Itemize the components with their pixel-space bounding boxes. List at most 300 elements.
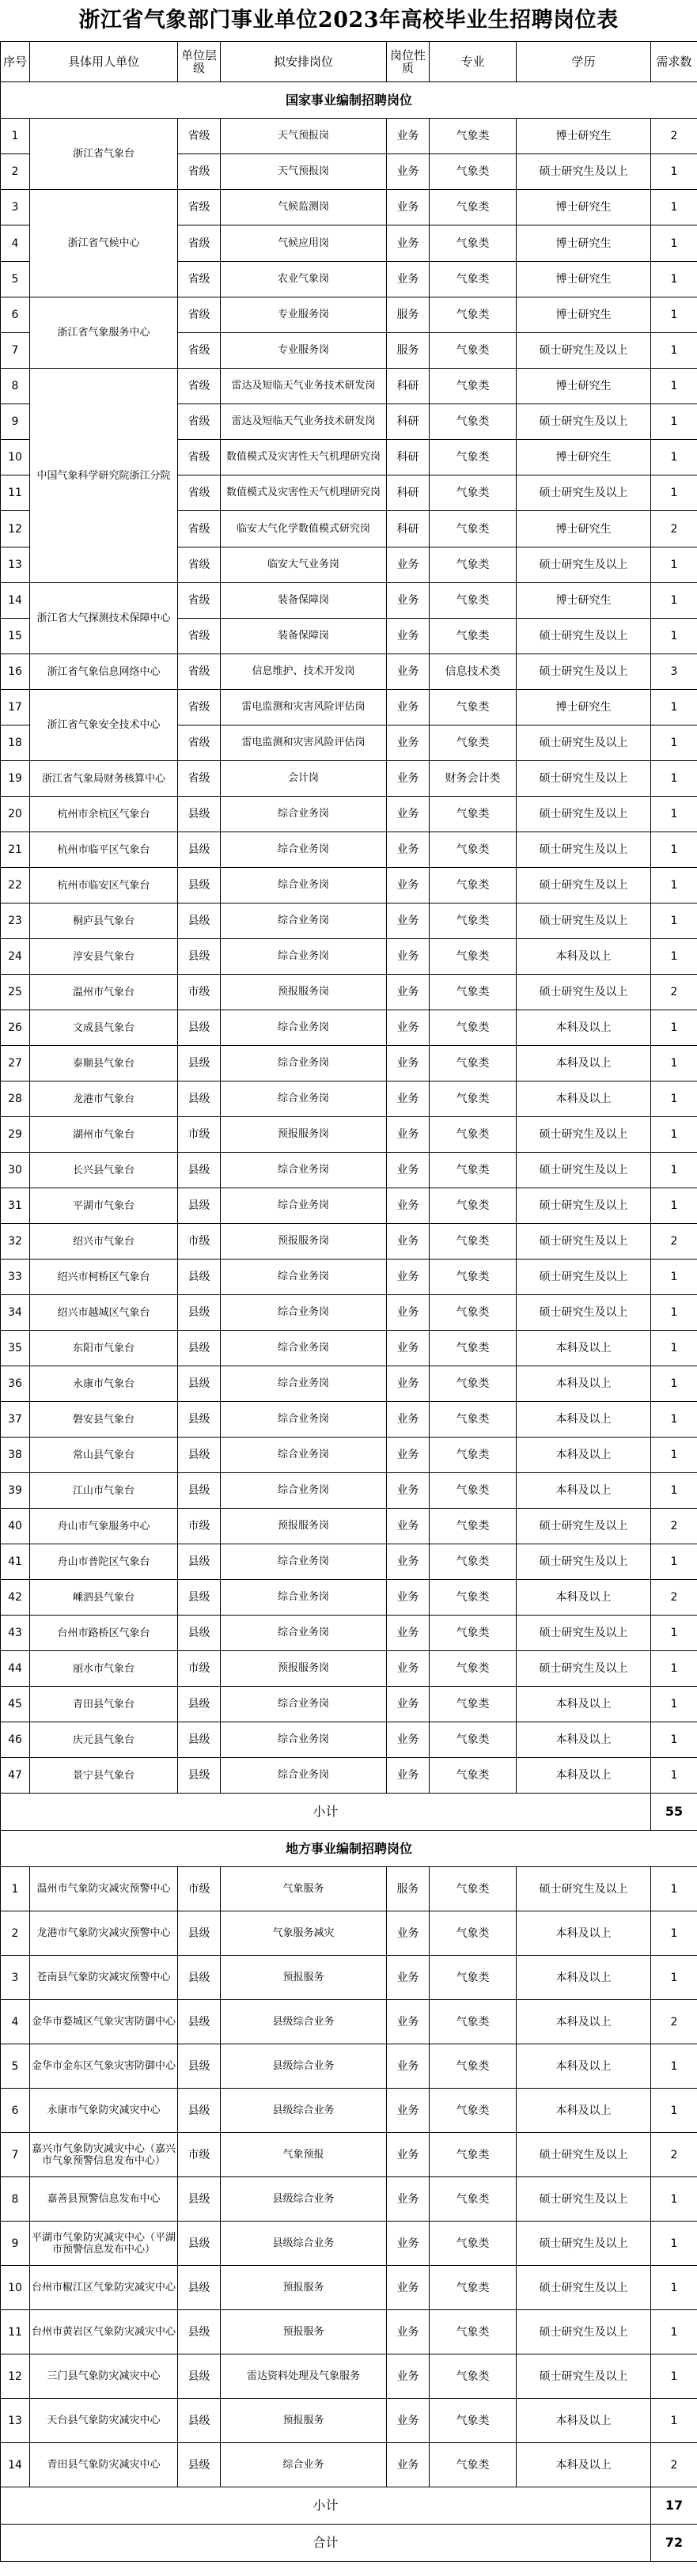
post-nature: 业务 — [387, 1722, 430, 1758]
demand-count: 1 — [651, 1722, 697, 1758]
education: 硕士研究生及以上 — [517, 2266, 651, 2310]
unit-level: 省级 — [178, 475, 221, 511]
education: 博士研究生 — [517, 225, 651, 262]
post-nature: 业务 — [387, 1402, 430, 1438]
post-nature: 业务 — [387, 190, 430, 225]
unit-level: 省级 — [178, 654, 221, 690]
education: 博士研究生 — [517, 119, 651, 154]
major: 气象类 — [430, 1687, 517, 1722]
post-nature: 服务 — [387, 297, 430, 333]
education: 硕士研究生及以上 — [517, 404, 651, 440]
major: 气象类 — [430, 1580, 517, 1616]
row-number: 22 — [1, 868, 30, 903]
unit-level: 县级 — [178, 2443, 221, 2487]
post-name: 综合业务岗 — [221, 1010, 387, 1046]
row-number: 7 — [1, 333, 30, 369]
post-name: 综合业务岗 — [221, 1153, 387, 1188]
demand-count: 1 — [651, 2177, 697, 2222]
education: 硕士研究生及以上 — [517, 2354, 651, 2399]
unit-name: 东阳市气象台 — [30, 1331, 178, 1366]
row-number: 20 — [1, 797, 30, 832]
major: 气象类 — [430, 1544, 517, 1580]
post-nature: 业务 — [387, 1651, 430, 1687]
post-nature: 业务 — [387, 903, 430, 939]
post-nature: 业务 — [387, 2000, 430, 2044]
unit-level: 县级 — [178, 1366, 221, 1402]
education: 博士研究生 — [517, 262, 651, 297]
education: 本科及以上 — [517, 1722, 651, 1758]
demand-count: 1 — [651, 868, 697, 903]
unit-level: 县级 — [178, 1331, 221, 1366]
table-row — [1, 2000, 697, 2044]
table-row — [1, 868, 697, 903]
unit-level: 县级 — [178, 1616, 221, 1651]
table-row — [1, 797, 697, 832]
table-row — [1, 2443, 697, 2487]
row-number: 13 — [1, 2399, 30, 2443]
row-number: 12 — [1, 2354, 30, 2399]
demand-count: 1 — [651, 1867, 697, 1911]
unit-name: 泰顺县气象台 — [30, 1046, 178, 1082]
major: 气象类 — [430, 297, 517, 333]
post-nature: 业务 — [387, 619, 430, 654]
unit-level: 省级 — [178, 119, 221, 154]
major: 气象类 — [430, 2177, 517, 2222]
unit-level: 县级 — [178, 1295, 221, 1331]
unit-name: 金华市婺城区气象灾害防御中心 — [30, 2000, 178, 2044]
major: 气象类 — [430, 939, 517, 975]
demand-count: 1 — [651, 369, 697, 404]
table-row — [1, 1082, 697, 1117]
education: 硕士研究生及以上 — [517, 2222, 651, 2266]
post-nature: 科研 — [387, 369, 430, 404]
demand-count: 1 — [651, 1438, 697, 1473]
unit-name: 浙江省大气探测技术保障中心 — [30, 583, 178, 654]
education: 本科及以上 — [517, 2399, 651, 2443]
row-number: 41 — [1, 1544, 30, 1580]
education: 本科及以上 — [517, 1580, 651, 1616]
demand-count: 1 — [651, 262, 697, 297]
demand-count: 1 — [651, 440, 697, 475]
post-name: 雷达及短临天气业务技术研发岗 — [221, 369, 387, 404]
unit-name: 磐安县气象台 — [30, 1402, 178, 1438]
unit-level: 县级 — [178, 1687, 221, 1722]
post-nature: 业务 — [387, 225, 430, 262]
demand-count: 1 — [651, 2089, 697, 2133]
post-name: 综合业务岗 — [221, 1366, 387, 1402]
table-row — [1, 903, 697, 939]
demand-count: 1 — [651, 333, 697, 369]
table-row — [1, 2399, 697, 2443]
row-number: 3 — [1, 190, 30, 225]
demand-count: 1 — [651, 475, 697, 511]
post-name: 专业服务岗 — [221, 333, 387, 369]
education: 硕士研究生及以上 — [517, 1867, 651, 1911]
major: 气象类 — [430, 2399, 517, 2443]
major: 气象类 — [430, 1331, 517, 1366]
unit-name: 嘉兴市气象防灾减灾中心（嘉兴市气象预警信息发布中心） — [30, 2133, 178, 2177]
post-name: 综合业务岗 — [221, 1580, 387, 1616]
table-row — [1, 1153, 697, 1188]
unit-level: 县级 — [178, 1722, 221, 1758]
unit-name: 苍南县气象防灾减灾预警中心 — [30, 1956, 178, 2000]
demand-count: 1 — [651, 547, 697, 583]
education: 硕士研究生及以上 — [517, 1224, 651, 1260]
table-row — [1, 1366, 697, 1402]
row-number: 14 — [1, 583, 30, 619]
major: 气象类 — [430, 1651, 517, 1687]
education: 博士研究生 — [517, 369, 651, 404]
post-nature: 业务 — [387, 1224, 430, 1260]
post-name: 雷电监测和灾害风险评估岗 — [221, 690, 387, 725]
row-number: 28 — [1, 1082, 30, 1117]
total-row-value: 72 — [651, 2525, 697, 2562]
demand-count: 1 — [651, 797, 697, 832]
demand-count: 1 — [651, 404, 697, 440]
unit-name: 桐庐县气象台 — [30, 903, 178, 939]
major: 气象类 — [430, 1911, 517, 1956]
recruitment-table — [0, 41, 697, 2562]
table-row — [1, 1331, 697, 1366]
row-number: 2 — [1, 1911, 30, 1956]
row-number: 11 — [1, 2310, 30, 2354]
major: 气象类 — [430, 2044, 517, 2089]
table-row — [1, 1544, 697, 1580]
demand-count: 1 — [651, 2266, 697, 2310]
post-nature: 业务 — [387, 1010, 430, 1046]
row-number: 17 — [1, 690, 30, 725]
education: 硕士研究生及以上 — [517, 654, 651, 690]
unit-level: 县级 — [178, 2310, 221, 2354]
table-row — [1, 297, 697, 333]
row-number: 35 — [1, 1331, 30, 1366]
row-number: 42 — [1, 1580, 30, 1616]
post-nature: 业务 — [387, 2266, 430, 2310]
unit-level: 县级 — [178, 2354, 221, 2399]
education: 本科及以上 — [517, 1046, 651, 1082]
major: 信息技术类 — [430, 654, 517, 690]
unit-level: 省级 — [178, 262, 221, 297]
post-nature: 业务 — [387, 975, 430, 1010]
unit-name: 淳安县气象台 — [30, 939, 178, 975]
unit-level: 县级 — [178, 797, 221, 832]
unit-name: 平湖市气象台 — [30, 1188, 178, 1224]
demand-count: 1 — [651, 2310, 697, 2354]
unit-name: 温州市气象防灾减灾预警中心 — [30, 1867, 178, 1911]
post-name: 综合业务岗 — [221, 1402, 387, 1438]
post-nature: 业务 — [387, 1473, 430, 1509]
major: 气象类 — [430, 583, 517, 619]
post-name: 县级综合业务 — [221, 2222, 387, 2266]
education: 硕士研究生及以上 — [517, 761, 651, 797]
demand-count: 1 — [651, 297, 697, 333]
post-nature: 业务 — [387, 1438, 430, 1473]
post-name: 临安大气业务岗 — [221, 547, 387, 583]
post-nature: 业务 — [387, 797, 430, 832]
unit-level: 县级 — [178, 1911, 221, 1956]
table-row — [1, 1188, 697, 1224]
post-nature: 科研 — [387, 511, 430, 547]
education: 硕士研究生及以上 — [517, 619, 651, 654]
demand-count: 2 — [651, 2443, 697, 2487]
row-number: 33 — [1, 1260, 30, 1295]
unit-level: 县级 — [178, 2266, 221, 2310]
education: 硕士研究生及以上 — [517, 1117, 651, 1153]
education: 本科及以上 — [517, 2000, 651, 2044]
major: 气象类 — [430, 619, 517, 654]
demand-count: 2 — [651, 511, 697, 547]
education: 本科及以上 — [517, 1911, 651, 1956]
post-name: 综合业务 — [221, 2443, 387, 2487]
unit-level: 市级 — [178, 1224, 221, 1260]
education: 本科及以上 — [517, 1331, 651, 1366]
table-row — [1, 1260, 697, 1295]
unit-name: 台州市路桥区气象台 — [30, 1616, 178, 1651]
major: 气象类 — [430, 511, 517, 547]
table-header-row — [1, 42, 697, 82]
major: 气象类 — [430, 1758, 517, 1794]
row-number: 27 — [1, 1046, 30, 1082]
unit-name: 绍兴市柯桥区气象台 — [30, 1260, 178, 1295]
unit-level: 县级 — [178, 1438, 221, 1473]
row-number: 6 — [1, 2089, 30, 2133]
post-name: 气象服务减灾 — [221, 1911, 387, 1956]
post-name: 装备保障岗 — [221, 619, 387, 654]
major: 气象类 — [430, 190, 517, 225]
education: 本科及以上 — [517, 2443, 651, 2487]
post-nature: 业务 — [387, 1153, 430, 1188]
unit-level: 县级 — [178, 2000, 221, 2044]
row-number: 23 — [1, 903, 30, 939]
row-number: 16 — [1, 654, 30, 690]
table-row — [1, 1010, 697, 1046]
table-row — [1, 1687, 697, 1722]
education: 硕士研究生及以上 — [517, 797, 651, 832]
unit-level: 县级 — [178, 1580, 221, 1616]
unit-name: 青田县气象台 — [30, 1687, 178, 1722]
unit-name: 三门县气象防灾减灾中心 — [30, 2354, 178, 2399]
post-nature: 业务 — [387, 2177, 430, 2222]
post-nature: 业务 — [387, 1911, 430, 1956]
post-name: 综合业务岗 — [221, 797, 387, 832]
major: 气象类 — [430, 1046, 517, 1082]
unit-name: 金华市金东区气象灾害防御中心 — [30, 2044, 178, 2089]
demand-count: 1 — [651, 2222, 697, 2266]
post-nature: 业务 — [387, 119, 430, 154]
row-number: 15 — [1, 619, 30, 654]
row-number: 12 — [1, 511, 30, 547]
unit-level: 省级 — [178, 154, 221, 190]
unit-name: 浙江省气象服务中心 — [30, 297, 178, 369]
row-number: 18 — [1, 725, 30, 761]
post-name: 信息维护、技术开发岗 — [221, 654, 387, 690]
major: 气象类 — [430, 1260, 517, 1295]
education: 博士研究生 — [517, 511, 651, 547]
row-number: 43 — [1, 1616, 30, 1651]
education: 本科及以上 — [517, 1473, 651, 1509]
demand-count: 1 — [651, 761, 697, 797]
header-cell-nature: 岗位性质 — [387, 42, 430, 82]
major: 气象类 — [430, 1295, 517, 1331]
education: 本科及以上 — [517, 2089, 651, 2133]
major: 气象类 — [430, 1153, 517, 1188]
post-nature: 业务 — [387, 2310, 430, 2354]
unit-level: 省级 — [178, 690, 221, 725]
major: 气象类 — [430, 547, 517, 583]
education: 硕士研究生及以上 — [517, 1616, 651, 1651]
unit-level: 县级 — [178, 868, 221, 903]
post-name: 天气预报岗 — [221, 154, 387, 190]
unit-level: 县级 — [178, 2044, 221, 2089]
unit-level: 县级 — [178, 1082, 221, 1117]
unit-level: 省级 — [178, 547, 221, 583]
education: 硕士研究生及以上 — [517, 333, 651, 369]
subtotal-row — [1, 1794, 697, 1831]
row-number: 46 — [1, 1722, 30, 1758]
major: 气象类 — [430, 1117, 517, 1153]
major: 气象类 — [430, 1366, 517, 1402]
unit-level: 县级 — [178, 2089, 221, 2133]
demand-count: 1 — [651, 1366, 697, 1402]
unit-name: 绍兴市气象台 — [30, 1224, 178, 1260]
demand-count: 1 — [651, 190, 697, 225]
unit-level: 县级 — [178, 939, 221, 975]
post-nature: 业务 — [387, 832, 430, 868]
major: 气象类 — [430, 1473, 517, 1509]
post-nature: 业务 — [387, 1366, 430, 1402]
row-number: 1 — [1, 1867, 30, 1911]
post-name: 综合业务岗 — [221, 939, 387, 975]
table-row — [1, 2133, 697, 2177]
row-number: 8 — [1, 2177, 30, 2222]
education: 本科及以上 — [517, 939, 651, 975]
post-nature: 业务 — [387, 1082, 430, 1117]
education: 硕士研究生及以上 — [517, 475, 651, 511]
education: 硕士研究生及以上 — [517, 154, 651, 190]
major: 气象类 — [430, 404, 517, 440]
post-nature: 业务 — [387, 2044, 430, 2089]
local-subtotal-row-label: 小计 — [1, 2487, 651, 2525]
post-name: 气候监测岗 — [221, 190, 387, 225]
post-name: 综合业务岗 — [221, 832, 387, 868]
row-number: 11 — [1, 475, 30, 511]
major: 气象类 — [430, 2266, 517, 2310]
row-number: 21 — [1, 832, 30, 868]
major: 气象类 — [430, 2443, 517, 2487]
demand-count: 1 — [651, 2399, 697, 2443]
post-nature: 业务 — [387, 1331, 430, 1366]
education: 博士研究生 — [517, 583, 651, 619]
major: 气象类 — [430, 1082, 517, 1117]
table-row — [1, 832, 697, 868]
unit-level: 县级 — [178, 2177, 221, 2222]
demand-count: 1 — [651, 939, 697, 975]
major: 气象类 — [430, 1616, 517, 1651]
row-number: 40 — [1, 1509, 30, 1544]
education: 硕士研究生及以上 — [517, 1509, 651, 1544]
education: 本科及以上 — [517, 1956, 651, 2000]
post-name: 气象服务 — [221, 1867, 387, 1911]
post-nature: 科研 — [387, 475, 430, 511]
unit-level: 省级 — [178, 619, 221, 654]
post-nature: 服务 — [387, 1867, 430, 1911]
table-row — [1, 1758, 697, 1794]
unit-name: 浙江省气象安全技术中心 — [30, 690, 178, 761]
demand-count: 1 — [651, 1758, 697, 1794]
post-nature: 业务 — [387, 1758, 430, 1794]
unit-name: 平湖市气象防灾减灾中心（平湖市预警信息发布中心） — [30, 2222, 178, 2266]
unit-level: 市级 — [178, 1117, 221, 1153]
table-row — [1, 2266, 697, 2310]
education: 硕士研究生及以上 — [517, 832, 651, 868]
unit-level: 省级 — [178, 761, 221, 797]
post-nature: 业务 — [387, 939, 430, 975]
post-name: 综合业务岗 — [221, 1544, 387, 1580]
unit-level: 县级 — [178, 1544, 221, 1580]
unit-level: 县级 — [178, 1153, 221, 1188]
post-name: 预报服务岗 — [221, 1651, 387, 1687]
demand-count: 1 — [651, 583, 697, 619]
table-row — [1, 1224, 697, 1260]
post-name: 县级综合业务 — [221, 2089, 387, 2133]
row-number: 8 — [1, 369, 30, 404]
demand-count: 1 — [651, 903, 697, 939]
education: 硕士研究生及以上 — [517, 1188, 651, 1224]
demand-count: 1 — [651, 1153, 697, 1188]
major: 气象类 — [430, 2000, 517, 2044]
education: 硕士研究生及以上 — [517, 868, 651, 903]
major: 气象类 — [430, 1956, 517, 2000]
post-nature: 业务 — [387, 154, 430, 190]
row-number: 6 — [1, 297, 30, 333]
major: 气象类 — [430, 725, 517, 761]
education: 硕士研究生及以上 — [517, 2177, 651, 2222]
unit-level: 县级 — [178, 1260, 221, 1295]
row-number: 31 — [1, 1188, 30, 1224]
table-row — [1, 1509, 697, 1544]
major: 气象类 — [430, 1438, 517, 1473]
post-nature: 业务 — [387, 1956, 430, 2000]
table-row — [1, 1580, 697, 1616]
post-name: 县级综合业务 — [221, 2044, 387, 2089]
post-name: 农业气象岗 — [221, 262, 387, 297]
post-name: 县级综合业务 — [221, 2000, 387, 2044]
unit-name: 舟山市普陀区气象台 — [30, 1544, 178, 1580]
demand-count: 1 — [651, 725, 697, 761]
row-number: 37 — [1, 1402, 30, 1438]
major: 气象类 — [430, 1402, 517, 1438]
unit-name: 台州市椒江区气象防灾减灾中心 — [30, 2266, 178, 2310]
document-title: 浙江省气象部门事业单位2023年高校毕业生招聘岗位表 — [78, 8, 619, 32]
total-row — [1, 2525, 697, 2562]
education: 硕士研究生及以上 — [517, 547, 651, 583]
table-row — [1, 1722, 697, 1758]
table-row — [1, 2177, 697, 2222]
row-number: 4 — [1, 225, 30, 262]
education: 硕士研究生及以上 — [517, 1651, 651, 1687]
post-nature: 业务 — [387, 761, 430, 797]
post-name: 天气预报岗 — [221, 119, 387, 154]
header-cell-level: 单位层级 — [178, 42, 221, 82]
post-name: 综合业务岗 — [221, 1473, 387, 1509]
section-header-row — [1, 1831, 697, 1867]
unit-name: 天台县气象防灾减灾中心 — [30, 2399, 178, 2443]
post-name: 临安大气化学数值模式研究岗 — [221, 511, 387, 547]
table-row — [1, 1046, 697, 1082]
education: 硕士研究生及以上 — [517, 975, 651, 1010]
education: 本科及以上 — [517, 1082, 651, 1117]
total-row-label: 合计 — [1, 2525, 651, 2562]
